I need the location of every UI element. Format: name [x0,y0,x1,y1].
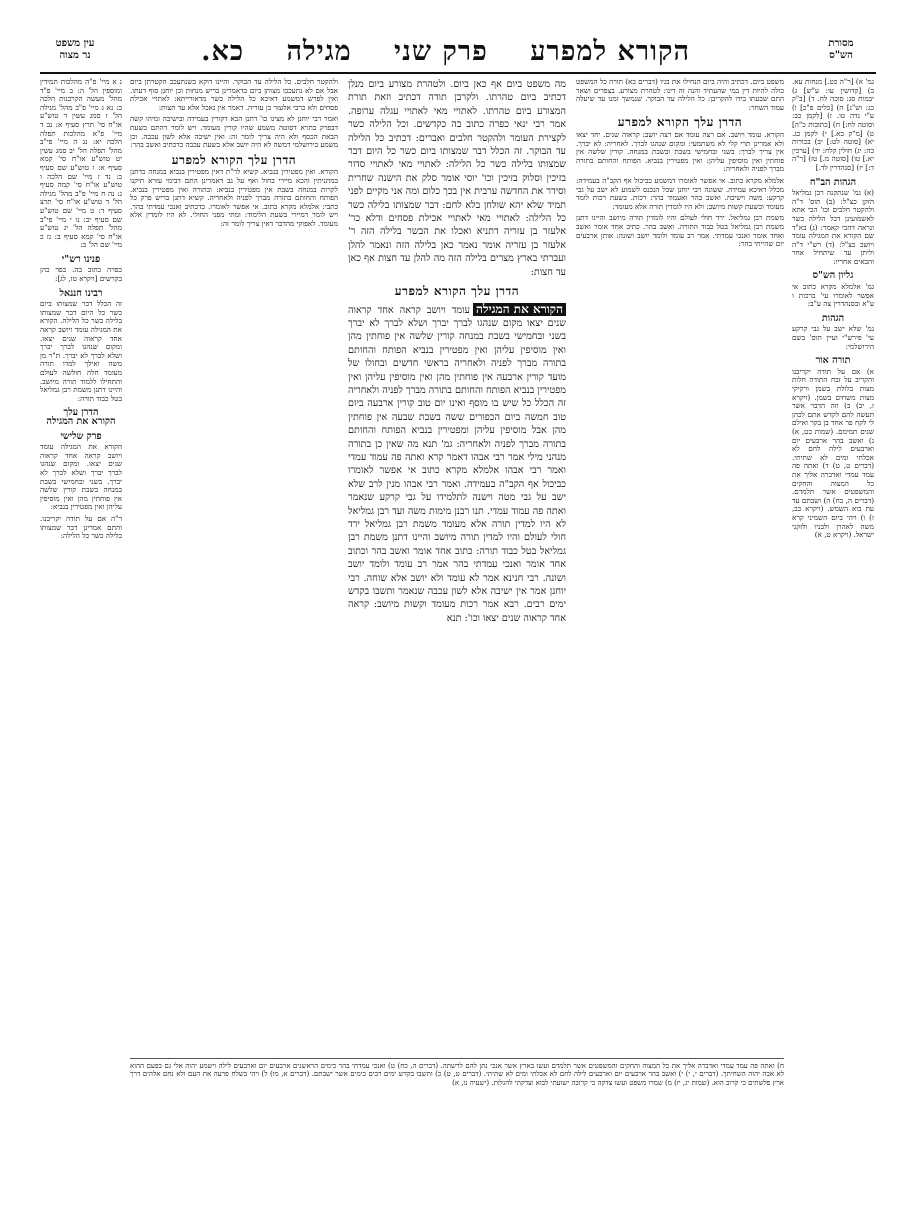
rashi-commentary [576,78,784,1183]
tosafot-top: ולהקטר חלבים. כל הלילה עד הבוקר. והיינו דוקא בשנתעכב הקטרתן ביום אבל אם לא נתעכבו מצותן ביום כדאמרינן בריש מנחות וכן יוחנן סוף דעתו. ואין לפרש דמשמע דאיכא כל הלילה כשר מדאורייתא: לאתויי אכילת פסחים ולא כרבי אלעזר בן עזריה. דאמר אין נאכל אלא עד חצות: [130,78,338,112]
rashi-mid: הקורא. עומד ויושב. אם רצה עומד אם רצה יושב: קראוה שנים. יחד יצאו ולא אמרינן תרי קלי לא משתמעי: ומקום שנהגו לברך. לאחריה: לא יברך. אין צריך לברך: בשני ובחמישי בשבת ובשבת במנחה. קורין שלשה אין פוחתין ואין מוסיפין עליהן: ואין מפטירין בנביא. הפותח והחותם בתורה מברך לפניה ולאחריה: [576,129,784,174]
tosafot-mid: ואמר רבי יוחנן לא מצינו כו' דתנן הכא דקורין בעמידה ובישיבה ומיהו קשה דבפרק בתרא דסוטה משמע שהיו קורין מעומד. ויש לומר דהתם בשעת הבאת הכסף ולא היה צריך לומר זה: ואין ישיבה אלא לשון עכבה. וכן משמע בירושלמי דמשה לא היה יושב אלא בשעת עכבה כדכתיב ואשב בהר: [130,114,338,150]
left-margin-column [40,78,122,1168]
gilyon-hashas-text: גמ' אלמלא מקרא כתוב אי אפשר לאומרו עי' ברכות ו ע"א ובסנהדרין צה ע"ב: [792,282,874,309]
gemara-hadran: הדרן עלך הקורא למפרע [394,284,520,299]
main-body [130,78,784,1183]
page-title [201,36,706,67]
rashi-hadran: הדרן עלך הקורא למפרע [617,115,743,130]
perek-shlishi-text: הקורא את המגילה עומד ויושב קראה אחד קראוה שנים יצאו. ומקום שנהגו לברך יברך ושלא לברך לא יברך. בשני ובחמישי בשבת במנחה בשבת קורין שלשה אין פוחתין מהן ואין מוסיפין עליהן ואין מפטירין בנביא: [40,442,122,512]
rashi-bottom: משמת רבן גמליאל. ירד חולי לעולם והיו לומדין תורה מיושב והיינו דתנן משמת רבן גמליאל בטל כבוד התורה. ואשב בהר. כתיב אחד אומר ואשב ואחד אומר ואנכי עמדתי. אמר רב עומד ולומד יושב ושונה: אותן ארבעים יום שהייתי בהר: [576,213,784,249]
bottom-references [130,1058,784,1182]
mishnah-text: עומד ויושב קראה אחד קראוה שנים יצאו מקום שנהגו לברך יברך ושלא לברך לא יברך בשני ובחמישי בשבת במנחה קורין שלשה אין פוחתין מהן ואין מוסיפין עליהן ואין מפטירין בנביא הפותח והחותם בתורה מברך לפניה ולאחריה בראשי חדשים ובחולו של מועד קורין ארבעה אין פוחתין מהן ואין מוסיפין עליהן ואין מפטירין בנביא הפותח והחותם בתורה מברך לפניה ולאחריה זה הכלל כל שיש בו מוסף ואינו יום טוב קורין ארבעה ביום טוב חמשה ביום הכפורים ששה בשבת שבעה אין פוחתין מהן אבל מוסיפין עליהן ומפטירין בנביא הפותח והחותם בתורה מברך לפניה ולאחריה: גמ' תנא מה שאין כן בתורה מנהני מילי אמר רבי אבהו דאמר קרא ואתה פה עמוד עמדי ואמר רבי אבהו אלמלא מקרא כתוב אי אפשר לאומרו כביכול אף הקב"ה בעמידה. ואמר רבי אבהו מנין לרב שלא ישב על גבי מטה וישנה לתלמידו על גבי קרקע שנאמר ואתה פה עמוד עמדי. תנו רבנן מימות משה ועד רבן גמליאל לא היו למדין תורה אלא מעומד משמת רבן גמליאל ירד חולי לעולם והיו למדין תורה מיושב והיינו דתנן משמת רבן גמליאל בטל כבוד תורה: כתוב אחד אומר ואשב בהר וכתוב אחד אומר ואנכי עמדתי בהר אמר רב עומד ולומד יושב ושונה. רבי חנינא אמר לא עומד ולא יושב אלא שוחה. רבי יוחנן אמר אין ישיבה אלא לשון עכבה שנאמר ותשבו בקדש ימים רבים. רבא אמר רכות מעומד וקשות מיושב: קראה אחד קראוה שנים יצאו וכו': תנא [348,304,566,624]
hagahot-habach-text: (א) גמ' שנתקנה רבן גמליאל הזקן כצ"ל: (ב) תוס' ד"ה ולהקטר חלבים וכו' הכי אתא לאשמועינן דכל הלילה כשר ונראה דהכי קאמר: (ג) בא"ד שם הקורא את המגילה עומד ויושב כצ"ל: (ד) רש"י ד"ה וליתן עד שיתחיל אחר והבאים אחריו: [792,188,874,266]
pnei-rashi-heading: פנינו רש"י [61,253,101,265]
chapter-number: פרק שני [394,36,488,67]
tosafot-low: הקורא. ואין מפטירין בנביא. קשיא לר"ת דאין מפטירין בנביא במנחה כדתנן במתניתין והכא מיירי בחול ואף על גב דאמרינן התם דבימי עזרא תיקנו לקרות במנחה בשבת אין מפטירין בנביא: ובתורה ואין מפטירין בנביא. הפותח והחותם בתורה מברך לפניה ולאחריה. קשיא דתנן בריש פרק כל כתבי: אלמלא מקרא כתוב. אי אפשר לאומרו. כדכתיב ואנכי עמדתי בהר. ויש לומר דמיירי בשעת הלימוד: ומתי מפני החולי. לא היו לומדין אלא מעומד. לאפוקי מהדבר דאין צריך לומר זה: [130,167,338,228]
rabbeinu-chananel-text: זה הכלל דבר שמצותו ביום כשר כל היום דבר שמצותו בלילה כשר כל הלילה. הקורא את המגילה עומד ויושב קראה אחד קראוה שנים יצאו. ומקום שנהגו לברך יברך ושלא לברך לא יברך. ת"ר מן משה ואילך למדו תורה מעומד חלה חולשה לעולם והתחילו ללמוד תורה מיושב. והיינו דתנן משמת רבן גמליאל בטל כבוד תורה: [40,299,122,403]
tosafot-hadran: הדרן עלך הקורא למפרע [171,152,297,167]
rashi-top: משפט ביום. דכתיב והיה ביום הנחילו את בניו (דברים כא) תורה כל המשפט כולה להיות דין במי שהעתיד והנה זה דינו: לטהרת מצורע. בצפרים ושאר התם שבעתו בידו להקריבן: כל הלילה עד הבוקר. שנמשך זמנו עד שיעלה עמוד השחר: [576,78,784,112]
mishnah-paragraph [348,303,566,626]
torah-or-heading: תורה אור [815,355,851,367]
hagahot-heading: הגהות [821,312,845,324]
tosafot-commentary [130,78,338,1183]
rabbeinu-chananel-heading: רבינו חננאל [59,287,103,299]
perek-shlishi-heading: פרק שלישי [60,430,102,442]
chapter-name: הקורא למפרע [530,36,690,67]
ein-mishpat-corner-label: עין משפט נר מצוה [55,38,95,61]
gilyon-hashas-heading: גליון הש"ס [812,270,854,282]
hagahot-text: גמ' שלא ישב על גבי קרקע עי' פירש"י ועיין תוס' בשם הירושלמי: [792,324,874,351]
side-tosafot-text: ר"ה אם על תודה יקריבנו. והתם אמרינן דבר שמצותו בלילה כשר כל הלילה: [40,513,122,541]
pnei-rashi-text: כפרה כתוב בה. כפר כהן בקרשים [ויקרא טז, לג]: [40,265,122,284]
masoret-corner-label: מסורת הש"ס [828,38,854,61]
mishnah-opening-words: הקורא את המגילה [473,303,566,316]
gemara-text [348,78,566,1088]
torah-or-text: א) אם על תודה יקריבנו והקריב על זבח התודה חלות מצות בלולת בשמן ורקיקי מצות משחים בשמן. (ויקרא ז, יב) ב) וזה הדבר אשר תעשה להם לקדש אתם לכהן לי לקח פר אחד בן בקר ואילם שנים תמימם. (שמות כט, א) ג) ואשב בהר ארבעים יום וארבעים לילה לחם לא אכלתי ומים לא שתיתי. (דברים ט, ט) ד) ואתה פה עמד עמדי ואדברה אליך את כל המצוה והחקים והמשפטים אשר תלמדם. (דברים ה, כח) ה) ושבתם עד עת בוא השמש. (ויקרא כב, ז) ו) ויהי ביום השמיני קרא משה לאהרן ולבניו ולזקני ישראל. (ויקרא ט, א) [792,366,874,540]
tractate-name: מגילה [286,36,352,67]
bottom-references-text: ח) ואתה פה עמד עמדי ואדברה אליך את כל המצוה והחקים והמשפטים אשר תלמדם ועשו בארץ אשר אנכי נתן להם לרשתה. (דברים ה, כח) ט) ואנכי עמדתי בהר כימים הראשנים ארבעים יום וארבעים לילה וישמע יהוה אלי גם בפעם ההוא לא אבה יהוה השחיתך. (דברים י, י) י) ואשב בהר ארבעים יום וארבעים לילה לחם לא אכלתי ומים לא שתיתי. (דברים ט, ט) כ) ותשבו בקדש ימים רבים כימים אשר ישבתם. (דברים א, מו) ל) ויהי בשלח פרעה את העם ולא נחם אלהים דרך ארץ פלשתים כי קרוב הוא. (שמות יג, יז) מ) שמרו משפט ועשו צדקה כי קרובה ישועתי לבוא וצדקתי להגלות. (ישעיה נו, א) [130,1062,784,1087]
ein-mishpat-text: נ א מיי' פ"ה מהלכות תמידין ומוספין הל' ה: ב מיי' פ"ד מהל' מעשה הקרבנות הלכה ב: נא ג מיי' פ"ב מהל' מגילה הל' ז סמג עשין ד טוש"ע או"ח סי' תרץ סעיף א: נב ד מיי' פ"א מהלכות תפלה הלכה יא: נג ה מיי' פי"ב מהל' תפלה הל' יב סמג עשין יט טוש"ע או"ח סי' קמא סעיף א: ו טוש"ע שם סעיף ב: נד ז מיי' שם הלכה ו טוש"ע או"ח סי' קמה סעיף ג: נה ח מיי' פ"ב מהל' מגילה הל' ד טוש"ע או"ח סי' תרצ סעיף ד: ט מיי' שם טוש"ע שם סעיף יב: נו י מיי' פי"ב מהל' תפלה הל' יג טוש"ע או"ח סי' קמא סעיף ב: נז כ מיי' שם הל' ב: [40,78,122,250]
gemara-top: מה משפט ביום אף כאן ביום. ולטהרת מצורע ביום מנלן דכתיב ביום טהרתו. ולקרבן תודה דכתיב וזאת תורת המצורע ביום טהרתו. לאתויי מאי לאתויי עגלה ערופה. אמר רבי ינאי כפרה כתוב בה כקדשים. וכל הלילה כשר לקצירת העומר ולהקטר חלבים ואברים: דכתיב כל הלילה עד הבוקר. זה הכלל דבר שמצותו ביום כשר כל היום דבר שמצותו בלילה כשר כל הלילה: לאתויי מאי לאתויי סדור בזיכין וסלוק בזיכין וכו' יוסי אומר סלק את הישנה שחרית וסידר את החדשה ערבית אין בכך כלום ומה אני מקיים לפני תמיד שלא יהא שולחן בלא לחם: דבר שמצותו בלילה כשר כל הלילה: לאתויי מאי לאתויי אכילת פסחים ודלא כר' אלעזר בן עזריה דתניא ואכלו את הבשר בלילה הזה ר' אלעזר בן עזריה אומר נאמר כאן בלילה הזה ונאמר להלן ועברתי בארץ מצרים בלילה הזה מה להלן עד חצות אף כאן עד חצות: [348,79,566,278]
daf-number: כא. [201,36,245,67]
hagahot-habach-heading: הגהות הב"ח [809,176,857,188]
right-margin-column [792,78,874,1168]
masoret-hashas-text: גמ' א) [ר"ה כט.] מנחות עא. ב) [קדושין עו: ע"ש] ג) יבמות סג: סוכה לח. ד) [ב"ק כג: וש"נ] ה) [כלים פ"כ] ו) ע"י נדה טו. ז) [לקמן כב: וסוטה לח:] ח) [כתובות כ"ה] ט) [מ"ק כא.] י) לקמן כג. יא) [סוטה לט:] יב) בכורות כה: יג) חולין קלח: יד) [ערכין יא.] טו) [סוטה מ.] טז) [ר"ה ד:] יז) [סנהדרין לד.] [792,78,874,172]
side-hadran: הדרן עלך הקורא את המגילה [46,407,116,427]
rashi-lower: אלמלא מקרא כתוב. אי אפשר לאומרו דמשמע כביכול אף הקב"ה בעמידה: מכלל דאיכא עמידה. ששונה רבי יוחנן שכל הנכנס לשמוע לא ישב על גבי קרקע: משה וישיבה. ואשב בהר ואעמוד בהר: רכות. בשעת רכות לומד מעומד ובשעת קשות מיושב: ולא היו לומדין תורה אלא מעומד: [576,175,784,211]
page-header [40,36,876,74]
